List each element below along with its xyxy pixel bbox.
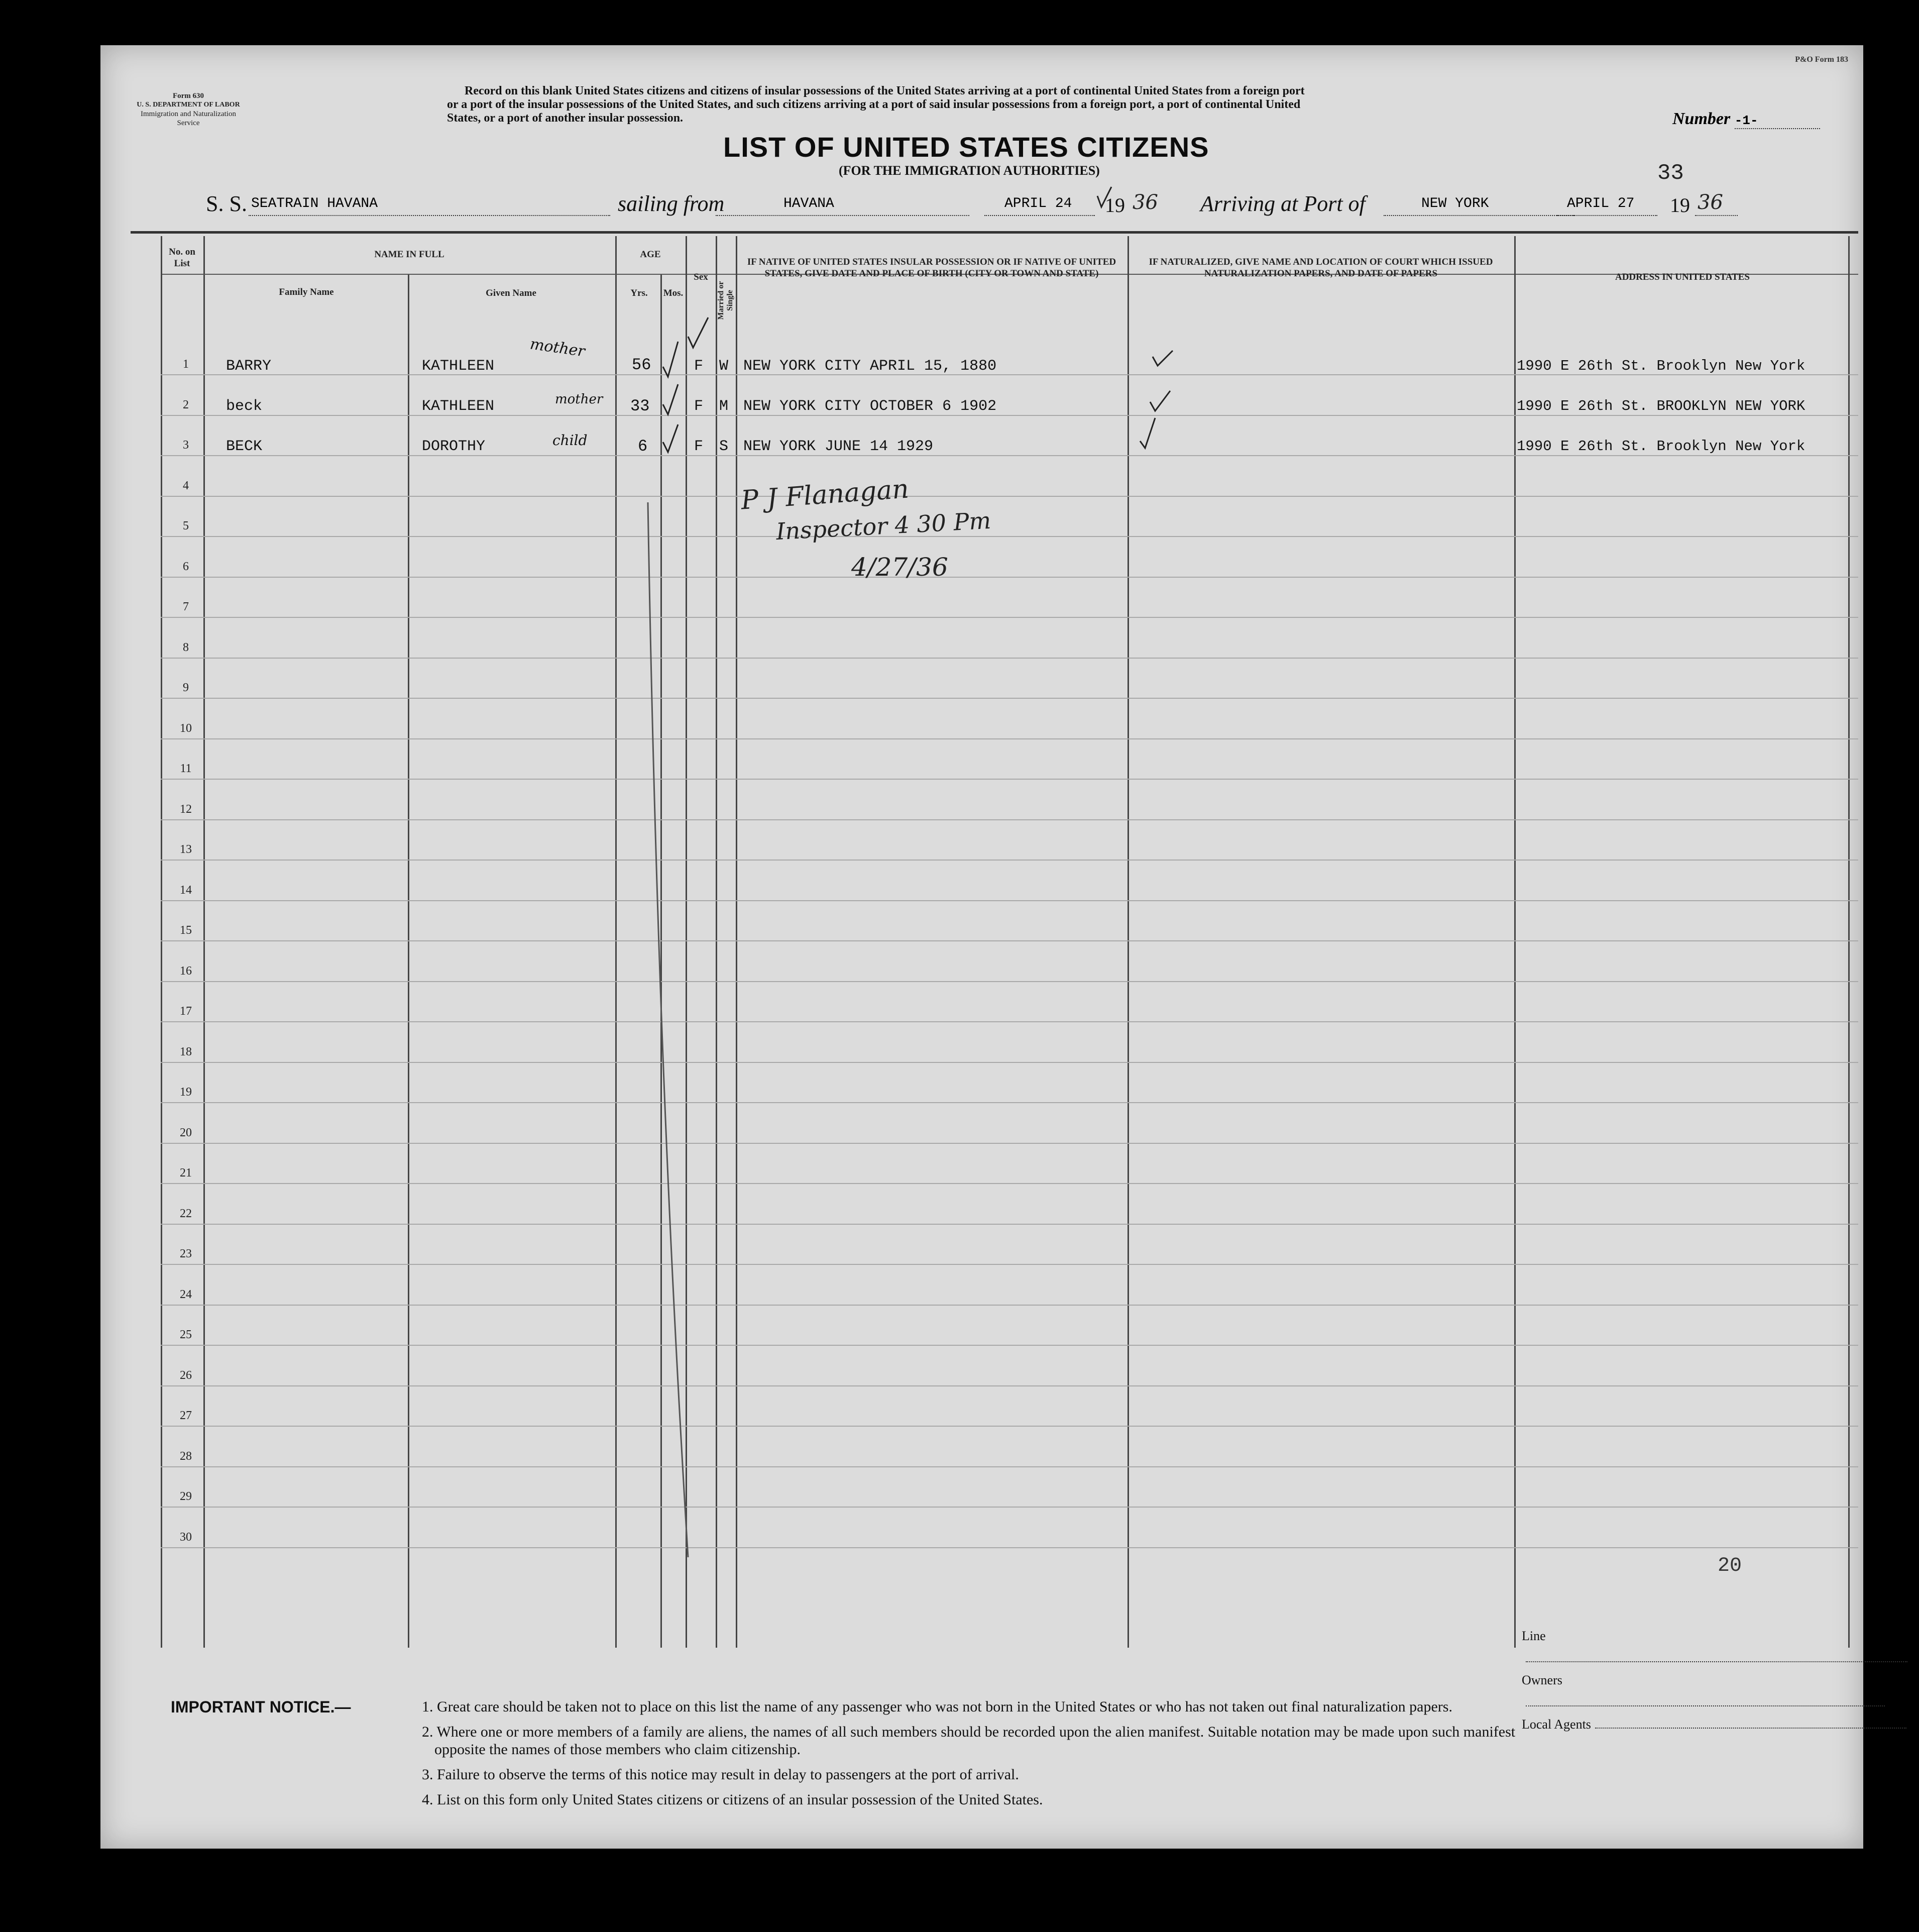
row3-sex: F (694, 438, 704, 455)
col-family-name: Family Name (279, 287, 334, 297)
check-mark-icon (1153, 351, 1173, 366)
agency-line: U. S. DEPARTMENT OF LABOR (137, 101, 240, 109)
row1-given: KATHLEEN (422, 358, 495, 375)
row-rule (161, 1143, 1858, 1144)
row2-birth: NEW YORK CITY OCTOBER 6 1902 (743, 398, 997, 415)
col-line (203, 236, 205, 1648)
inspector-date: 4/27/36 (851, 553, 948, 582)
check-mark-icon (1150, 391, 1170, 411)
col-address: ADDRESS IN UNITED STATES (1615, 272, 1750, 282)
col-age: AGE (640, 249, 661, 260)
instructions (447, 84, 1703, 125)
col-line (161, 236, 162, 1648)
row-rule (161, 940, 1858, 941)
row-number: 22 (180, 1207, 192, 1220)
notice-item: 2. Where one or more members of a family are aliens, the names of all such members should be recorded upon the alien manifest. Suitable notation may be made upon such manifest (422, 1724, 1516, 1740)
row-rule (161, 577, 1858, 578)
arrive-line (1557, 215, 1657, 216)
sailing-label: sailing from (618, 191, 725, 216)
row2-note: mother (555, 392, 603, 407)
to-port: NEW YORK (1421, 196, 1489, 211)
row-number: 8 (183, 640, 189, 654)
depart-line (984, 215, 1095, 216)
notice-item: 3. Failure to observe the terms of this notice may result in delay to passengers at the port of arrival. (422, 1766, 1019, 1783)
row-rule (161, 819, 1858, 820)
instruction-line: or a port of the insular possessions of the United States, and such citizens arriving at a port of said insular possessions from a foreign port, a port of continental United (447, 98, 1301, 111)
row-rule (161, 900, 1858, 901)
row1-note: mother (529, 335, 586, 361)
row3-family: BECK (226, 438, 263, 455)
from-line (716, 215, 969, 216)
row-number: 10 (180, 721, 192, 735)
row2-family: beck (226, 398, 263, 415)
year-prefix: 19 (1105, 194, 1125, 217)
row3-status: S (719, 438, 729, 455)
row-rule (161, 617, 1858, 618)
row-number: 2 (183, 398, 189, 411)
row-number: 18 (180, 1045, 192, 1058)
row-rule (161, 1062, 1858, 1063)
row-number: 4 (183, 479, 189, 492)
depart-date: APRIL 24 (1004, 196, 1072, 211)
to-line (1384, 215, 1574, 216)
row-number: 30 (180, 1530, 192, 1544)
footer-fields (1522, 1625, 1907, 1736)
row-number: 6 (183, 560, 189, 573)
row1-family: BARRY (226, 358, 272, 375)
row-number: 17 (180, 1005, 192, 1018)
col-mos: Mos. (663, 288, 684, 298)
instruction-line: Record on this blank United States citizens and citizens of insular possessions of the United States arriving at a port of continental United States from a foreign port (465, 84, 1305, 97)
row-number: 29 (180, 1490, 192, 1503)
row1-sex: F (694, 358, 704, 375)
row-rule (161, 1466, 1858, 1467)
age-rule (615, 274, 686, 275)
number-label: Number (1672, 110, 1731, 128)
row2-status: M (719, 398, 729, 415)
row-number: 9 (183, 681, 189, 694)
row-rule (161, 658, 1858, 659)
row-rule (161, 1547, 1858, 1548)
ship-line (249, 215, 610, 216)
row1-age: 56 (632, 356, 651, 374)
table-top-border (131, 231, 1858, 234)
row-number: 5 (183, 519, 189, 532)
row3-age: 6 (638, 437, 648, 456)
row-rule (161, 1385, 1858, 1386)
depart-year: 36 (1133, 191, 1158, 214)
row2-given: KATHLEEN (422, 398, 495, 415)
row-number: 24 (180, 1287, 192, 1301)
inspector-title: Inspector 4 30 Pm (775, 506, 992, 546)
row-rule (161, 698, 1858, 699)
arrive-year: 36 (1698, 191, 1723, 214)
page-subtitle: (FOR THE IMMIGRATION AUTHORITIES) (839, 163, 1100, 178)
page-stamp: 33 (1657, 161, 1684, 186)
footer-field: Local Agents (1522, 1713, 1907, 1736)
notice-item: 4. List on this form only United States citizens or citizens of an insular possession of the United States. (422, 1791, 1043, 1808)
notice-item: opposite the names of those members who claim citizenship. (434, 1741, 801, 1758)
number-field (1672, 110, 1820, 129)
check-mark-icon (1140, 418, 1155, 448)
row3-note: child (552, 432, 588, 449)
row1-birth: NEW YORK CITY APRIL 15, 1880 (743, 358, 997, 375)
stamp-number: 20 (1718, 1555, 1742, 1577)
year-line (1695, 215, 1738, 216)
check-mark-icon (1095, 186, 1115, 211)
arrive-date: APRIL 27 (1567, 196, 1635, 211)
check-mark-icon (688, 317, 708, 348)
form-id: P&O Form 183 (1795, 55, 1848, 64)
footer-field: Owners (1522, 1669, 1907, 1713)
row-number: 26 (180, 1368, 192, 1382)
row-rule (161, 1183, 1858, 1184)
row-number: 11 (180, 762, 192, 775)
inspector-signature: P J Flanagan (740, 474, 910, 516)
col-married: Married or Single (717, 281, 734, 320)
row3-birth: NEW YORK JUNE 14 1929 (743, 438, 934, 455)
col-naturalized: IF NATURALIZED, GIVE NAME AND LOCATION OF COURT WHICH ISSUED NATURALIZATION PAPERS, AND DATE OF PAPERS (1149, 257, 1493, 279)
row-rule (161, 1426, 1858, 1427)
col-line (1848, 236, 1850, 1648)
row-number: 1 (183, 358, 189, 371)
row2-sex: F (694, 398, 704, 415)
check-marks (653, 306, 1205, 517)
agency-form: Form 630 (172, 92, 204, 100)
row-rule (161, 1224, 1858, 1225)
row-number: 25 (180, 1328, 192, 1341)
ship-name: SEATRAIN HAVANA (251, 196, 378, 211)
notice-item: 1. Great care should be taken not to place on this list the name of any passenger who was not born in the United States or who has not taken out final naturalization papers. (422, 1698, 1452, 1715)
row-rule (161, 1102, 1858, 1103)
col-yrs: Yrs. (630, 288, 648, 298)
pencil-stroke (643, 497, 703, 1577)
agency-line: Service (177, 119, 200, 127)
row-number: 16 (180, 964, 192, 978)
instruction-line: States, or a port of another insular possession. (447, 112, 684, 125)
row-rule (161, 1021, 1858, 1022)
col-no: No. on List (169, 247, 195, 269)
row-rule (161, 738, 1858, 739)
row-rule (161, 860, 1858, 861)
col-line (1514, 236, 1516, 1648)
row-rule (161, 981, 1858, 982)
row-number: 21 (180, 1166, 192, 1179)
row3-address: 1990 E 26th St. Brooklyn New York (1517, 438, 1805, 455)
col-given-name: Given Name (486, 288, 536, 298)
col-name-in-full: NAME IN FULL (374, 249, 444, 260)
check-mark-icon (663, 342, 678, 377)
row1-status: W (719, 358, 729, 375)
col-line (408, 274, 409, 1648)
row-number: 15 (180, 924, 192, 937)
ss-label: S. S. (206, 191, 247, 216)
row-rule (161, 1345, 1858, 1346)
row-rule (161, 779, 1858, 780)
row1-address: 1990 E 26th St. Brooklyn New York (1517, 358, 1805, 374)
row-rule (161, 1305, 1858, 1306)
row-number: 27 (180, 1409, 192, 1422)
col-sex: Sex (694, 272, 708, 282)
page-title: LIST OF UNITED STATES CITIZENS (723, 131, 1209, 163)
arriving-label: Arriving at Port of (1200, 191, 1366, 216)
row2-age: 33 (630, 397, 650, 415)
check-mark-icon (663, 384, 678, 414)
agency-line: Immigration and Naturalization (141, 110, 236, 118)
row-rule (161, 1507, 1858, 1508)
row-number: 7 (183, 600, 189, 613)
row-number: 23 (180, 1247, 192, 1260)
form-sheet (100, 45, 1863, 1849)
row3-given: DOROTHY (422, 438, 486, 455)
row-number: 13 (180, 843, 192, 856)
row-number: 12 (180, 802, 192, 816)
row-number: 28 (180, 1449, 192, 1463)
footer-field: Line (1522, 1625, 1907, 1669)
row-number: 20 (180, 1126, 192, 1139)
year-prefix-2: 19 (1670, 194, 1690, 217)
row-number: 3 (183, 439, 189, 452)
notice-heading: IMPORTANT NOTICE.— (171, 1698, 351, 1716)
row-rule (161, 536, 1858, 537)
from-port: HAVANA (783, 196, 834, 211)
name-rule (203, 274, 615, 275)
row-number: 19 (180, 1086, 192, 1099)
agency-block (128, 91, 249, 128)
col-line (615, 236, 617, 1648)
check-mark-icon (663, 424, 678, 452)
row-rule (161, 1264, 1858, 1265)
row2-address: 1990 E 26th St. BROOKLYN NEW YORK (1517, 398, 1805, 414)
number-value: -1- (1735, 113, 1820, 129)
col-native: IF NATIVE OF UNITED STATES INSULAR POSSESSION OR IF NATIVE OF UNITED STATES, GIVE DATE AND PLACE OF BIRTH (CITY OR TOWN AND STATE) (747, 257, 1116, 279)
row-number: 14 (180, 883, 192, 897)
